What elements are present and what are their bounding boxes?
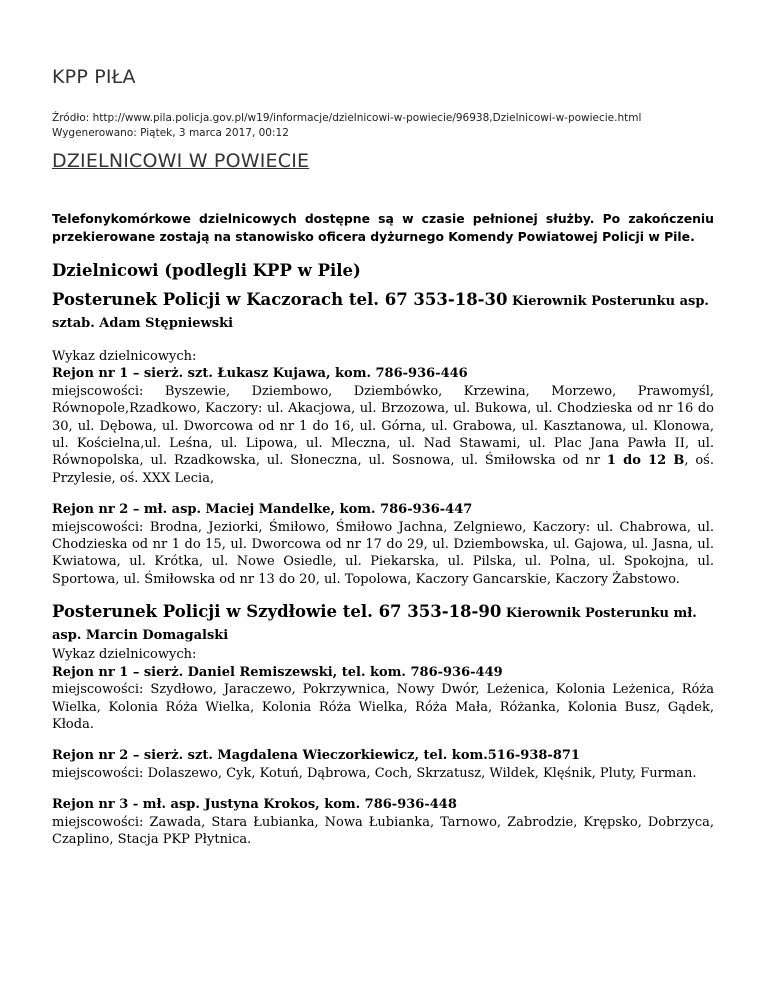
article-title: DZIELNICOWI W POWIECIE: [52, 150, 310, 172]
intro-paragraph: Telefonykomórkowe dzielnicowych dostępne są w czasie pełnionej służby. Po zakończeniu przekierowane zostają na stanowisko oficera dyżurnego Komendy Powiatowej Policji w Pile.: [52, 211, 714, 244]
rejon-localities: miejscowości: Szydłowo, Jaraczewo, Pokrzywnica, Nowy Dwór, Leżenica, Kolonia Leżenica, Róża Wielka, Kolonia Róża Wielka, Kolonia Róża Wielka, Róża Mała, Różanka, Kolonia Busz, Gądek, Kłoda.: [52, 682, 714, 732]
article-body: [52, 210, 714, 848]
post-heading: [52, 602, 714, 646]
rejon-title: Rejon nr 3 - mł. asp. Justyna Krokos, kom. 786-936-448: [52, 797, 457, 813]
rejon-title: Rejon nr 2 – sierż. szt. Magdalena Wieczorkiewicz, tel. kom.516-938-871: [52, 748, 580, 764]
rejon-title: Rejon nr 1 – sierż. Daniel Remiszewski, tel. kom. 786-936-449: [52, 664, 503, 680]
section-heading: Dzielnicowi (podlegli KPP w Pile): [52, 261, 361, 280]
post-name: Posterunek Policji w Kaczorach tel. 67 353-18-30: [52, 290, 508, 309]
post-szydlowo: [52, 602, 714, 848]
list-label: Wykaz dzielnicowych:: [52, 647, 197, 663]
rejon-title: Rejon nr 1 – sierż. szt. Łukasz Kujawa, kom. 786-936-446: [52, 366, 468, 382]
post-name: Posterunek Policji w Szydłowie tel. 67 353-18-90: [52, 602, 502, 622]
rejon-localities: miejscowości: Zawada, Stara Łubianka, Nowa Łubianka, Tarnowo, Zabrodzie, Krępsko, Dobrzyca, Czaplino, Stacja PKP Płytnica.: [52, 814, 714, 847]
rejon-localities: miejscowości: Byszewie, Dziembowo, Dziembówko, Krzewina, Morzewo, Prawomyśl, Równopole,Rzadkowo, Kaczory: ul. Akacjowa, ul. Brzozowa, ul. Bukowa, ul. Chodzieska od nr 16 do 30, ul. Dębowa, ul. Dworcowa od nr 1 do 16, ul. Górna, ul. Grabowa, ul. Kasztanowa, ul. Klonowa, ul. Kościelna,ul. Leśna, ul. Lipowa, ul. Mleczna, ul. Nad Stawami, ul. Plac Jana Pawła II, ul. Równopolska, ul. Rzadkowska, ul. Słoneczna, ul. Sosnowa, ul. Śmiłowska od nr 1 do 12 B, oś. Przylesie, oś. XXX Lecia,: [52, 383, 714, 486]
post-heading: [52, 290, 714, 334]
source-url-line: Źródło: http://www.pila.policja.gov.pl/w19/informacje/dzielnicowi-w-powiecie/96938,Dzielnicowi-w-powiecie.html: [52, 112, 642, 124]
post-kaczory: [52, 290, 714, 588]
generated-date-line: Wygenerowano: Piątek, 3 marca 2017, 00:12: [52, 127, 289, 139]
list-label: Wykaz dzielnicowych:: [52, 349, 197, 364]
site-title: KPP PIŁA: [52, 66, 136, 88]
rejon-title: Rejon nr 2 – mł. asp. Maciej Mandelke, kom. 786-936-447: [52, 502, 473, 518]
post-role: Kierownik Posterunku asp. sztab. Adam Stępniewski: [52, 294, 709, 331]
rejon-localities: miejscowości: Brodna, Jeziorki, Śmiłowo, Śmiłowo Jachna, Zelgniewo, Kaczory: ul. Chabrowa, ul. Chodzieska od nr 1 do 15, ul. Dworcowa od nr 17 do 29, ul. Dziembowska, ul. Gajowa, ul. Jasna, ul. Kwiatowa, ul. Krótka, ul. Nowe Osiedle, ul. Piekarska, ul. Pilska, ul. Polna, ul. Spokojna, ul. Sportowa, ul. Śmiłowska od nr 13 do 20, ul. Topolowa, Kaczory Gancarskie, Kaczory Żabstowo.: [52, 519, 714, 587]
post-role: Kierownik Posterunku mł. asp. Marcin Domagalski: [52, 606, 697, 644]
rejon-localities: miejscowości: Dolaszewo, Cyk, Kotuń, Dąbrowa, Coch, Skrzatusz, Wildek, Klęśnik, Pluty, Furman.: [52, 765, 697, 781]
